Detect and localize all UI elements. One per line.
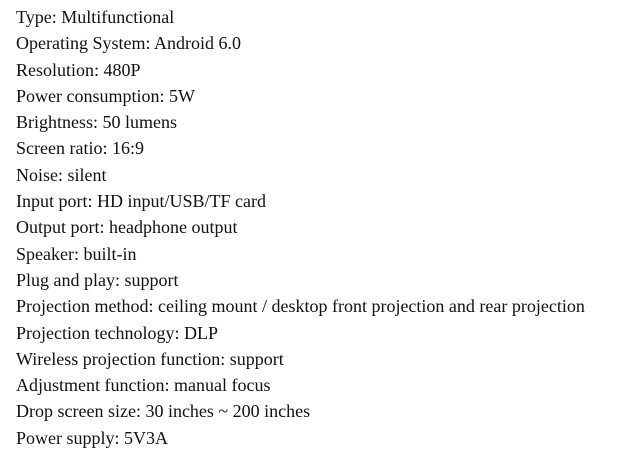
spec-line-power-supply: Power supply: 5V3A [16, 427, 168, 448]
spec-line-plug-and-play: Plug and play: support [16, 269, 179, 290]
spec-line-wireless-projection: Wireless projection function: support [16, 348, 284, 369]
spec-line-resolution: Resolution: 480P [16, 59, 141, 80]
spec-line-operating-system: Operating System: Android 6.0 [16, 33, 241, 54]
spec-line-adjustment-function: Adjustment function: manual focus [16, 375, 271, 396]
spec-line-input-port: Input port: HD input/USB/TF card [16, 191, 266, 212]
spec-line-speaker: Speaker: built-in [16, 243, 137, 264]
spec-line-drop-screen-size: Drop screen size: 30 inches ~ 200 inches [16, 401, 311, 422]
spec-line-power-consumption: Power consumption: 5W [16, 85, 195, 106]
spec-line-brightness: Brightness: 50 lumens [16, 112, 177, 133]
spec-line-projection-method: Projection method: ceiling mount / desktop front projection and rear projection [16, 296, 585, 317]
spec-line-screen-ratio: Screen ratio: 16:9 [16, 138, 144, 159]
spec-line-noise: Noise: silent [16, 164, 107, 185]
spec-line-type: Type: Multifunctional [16, 7, 175, 27]
spec-line-output-port: Output port: headphone output [16, 217, 238, 238]
spec-line-projection-technology: Projection technology: DLP [16, 322, 218, 343]
